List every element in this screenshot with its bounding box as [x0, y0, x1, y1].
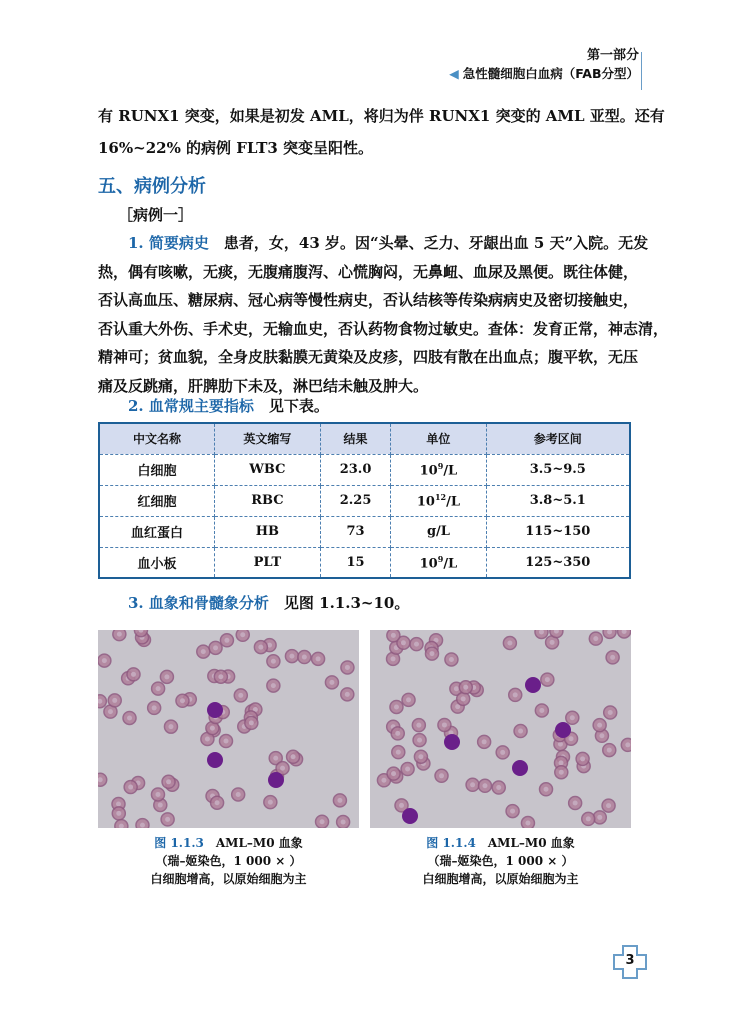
col-header: 结果 [320, 423, 391, 454]
cell-result: 2.25 [320, 485, 391, 516]
blood-smear-image-2 [370, 630, 631, 828]
blast-cell [555, 722, 571, 738]
cell-result: 15 [320, 547, 391, 578]
history-line: 精神可；贫血貌，全身皮肤黏膜无黄染及皮疹，四肢有散在出血点；腹平软，无压 [98, 348, 639, 366]
blast-cell [512, 760, 528, 776]
blood-text: 见下表。 [268, 397, 329, 415]
page-number-badge [612, 944, 648, 980]
figure-stain: （瑞–姬染色，1 000 × ） [155, 854, 302, 868]
chapter-title: 急性髓细胞白血病（FAB分型） [462, 66, 639, 81]
cell-name: 血红蛋白 [99, 516, 215, 547]
figure-number: 图 1.1.4 [426, 836, 476, 850]
blast-cell [402, 808, 418, 824]
intro-line: 16%~22% 的病例 FLT3 突变呈阳性。 [98, 139, 374, 157]
blast-cell [268, 772, 284, 788]
cell-name: 血小板 [99, 547, 215, 578]
figure-desc: 白细胞增高，以原始细胞为主 [150, 872, 307, 886]
cell-name: 白细胞 [99, 454, 215, 485]
header-divider [641, 52, 642, 90]
cell-range: 125~350 [486, 547, 630, 578]
cell-abbr: WBC [215, 454, 321, 485]
header-chapter [449, 64, 639, 82]
cell-abbr: RBC [215, 485, 321, 516]
history-line: 否认高血压、糖尿病、冠心病等慢性病史，否认结核等传染病病史及密切接触史， [98, 291, 639, 309]
col-header: 英文缩写 [215, 423, 321, 454]
table-row [99, 516, 630, 547]
figure-caption [370, 834, 631, 888]
header-part: 第一部分 [586, 48, 639, 63]
cell-result: 23.0 [320, 454, 391, 485]
col-header: 中文名称 [99, 423, 215, 454]
figure-desc: 白细胞增高，以原始细胞为主 [422, 872, 579, 886]
blast-cell [444, 734, 460, 750]
history-line: 热，偶有咳嗽，无痰，无腹痛腹泻、心慌胸闷，无鼻衄、血尿及黑便。既往体健， [98, 263, 639, 281]
history-text: 患者，女，43 岁。因“头晕、乏力、牙龈出血 5 天”入院。无发 [223, 234, 649, 252]
cell-range: 3.5~9.5 [486, 454, 630, 485]
cell-abbr: HB [215, 516, 321, 547]
cell-name: 红细胞 [99, 485, 215, 516]
analysis-heading [128, 593, 632, 613]
cell-unit: g/L [391, 516, 486, 547]
col-header: 参考区间 [486, 423, 630, 454]
history-line-1 [128, 233, 649, 253]
cell-unit: $10^{12}/L$ [391, 485, 486, 516]
blast-cell [525, 677, 541, 693]
history-label: 1. 简要病史 [128, 234, 209, 252]
table-row [99, 547, 630, 578]
blood-smear-image-1 [98, 630, 359, 828]
analysis-label: 3. 血象和骨髓象分析 [128, 594, 269, 612]
blast-cell [207, 752, 223, 768]
table-row [99, 485, 630, 516]
page-number: 3 [625, 953, 635, 968]
blood-heading [128, 396, 632, 416]
cell-result: 73 [320, 516, 391, 547]
case-label: ［病例一］ [118, 206, 194, 224]
figure-number: 图 1.1.3 [154, 836, 204, 850]
section-title: 五、病例分析 [98, 176, 206, 197]
col-header: 单位 [391, 423, 486, 454]
figure-caption [98, 834, 359, 888]
cell-unit: $10^9/L$ [391, 547, 486, 578]
table-row [99, 454, 630, 485]
figure-title: AML–M0 血象 [215, 836, 303, 850]
chevron-icon: ◀ [449, 66, 459, 81]
blood-table [98, 422, 631, 579]
history-line: 痛及反跳痛，肝脾肋下未及，淋巴结未触及肿大。 [98, 377, 429, 395]
cell-range: 3.8~5.1 [486, 485, 630, 516]
figure-title: AML–M0 血象 [487, 836, 575, 850]
intro-line: 有 RUNX1 突变，如果是初发 AML，将归为伴 RUNX1 突变的 AML 亚型。还有 [98, 107, 665, 125]
cell-range: 115~150 [486, 516, 630, 547]
blast-cell [207, 702, 223, 718]
cell-unit: $10^9/L$ [391, 454, 486, 485]
blood-label: 2. 血常规主要指标 [128, 397, 254, 415]
figure-stain: （瑞–姬染色，1 000 × ） [427, 854, 574, 868]
analysis-text: 见图 1.1.3~10。 [283, 594, 410, 612]
cell-abbr: PLT [215, 547, 321, 578]
history-line: 否认重大外伤、手术史，无输血史，否认药物食物过敏史。查体：发育正常，神志清， [98, 320, 669, 338]
